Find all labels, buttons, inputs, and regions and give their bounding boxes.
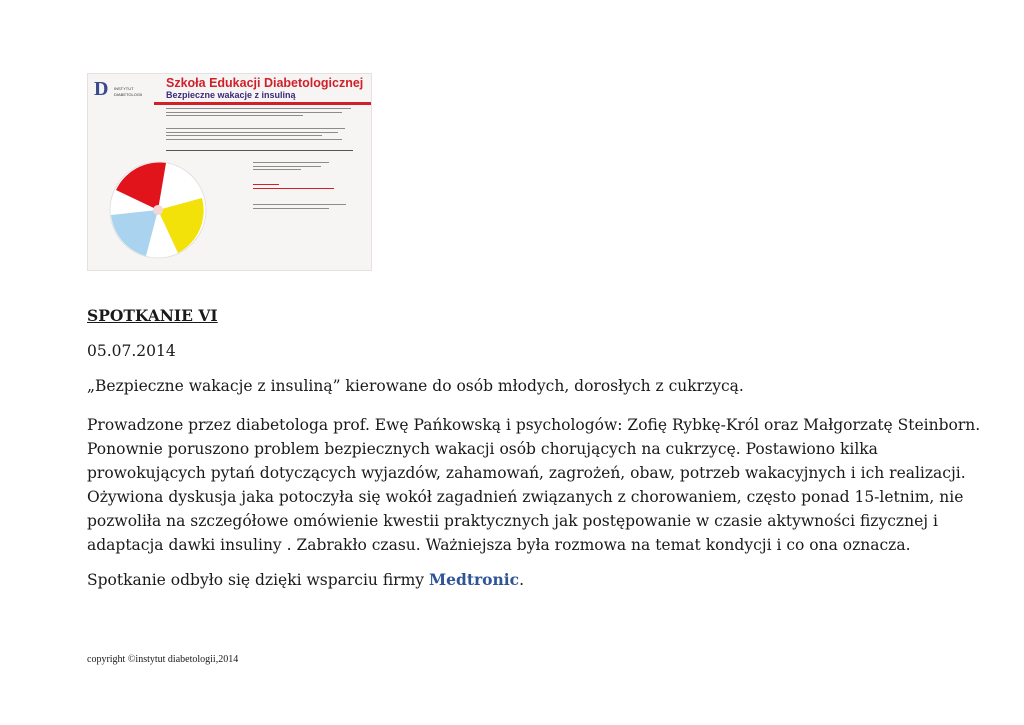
- description-line: adaptacja dawki insuliny . Zabrakło czasu. Ważniejsza była rozmowa na temat kondycji i co ona oznacza.: [87, 536, 911, 554]
- beach-ball-illustration: [108, 160, 208, 260]
- description-line: Prowadzone przez diabetologa prof. Ewę Pańkowską i psychologów: Zofię Rybkę-Król oraz Małgorzatę Steinborn.: [87, 416, 981, 434]
- description-line: Ożywiona dyskusja jaka potoczyła się wokół zagadnień związanych z chorowaniem, często ponad 15-letnim, nie: [87, 488, 964, 506]
- description-line: Ponownie poruszono problem bezpiecznych wakacji osób chorujących na cukrzycę. Postawiono kilka: [87, 440, 878, 458]
- poster-contact-block: [253, 204, 348, 211]
- poster-title: Szkoła Edukacji Diabetologicznej: [166, 76, 364, 90]
- meeting-topic: „Bezpieczne wakacje z insuliną” kierowane do osób młodych, dorosłych z cukrzycą.: [87, 377, 744, 395]
- sponsor-prefix: Spotkanie odbyło się dzięki wsparciu firmy: [87, 571, 429, 589]
- description-line: pozwoliła na szczegółowe omówienie kwestii praktycznych jak postępowanie w czasie aktywności fizycznej i: [87, 512, 938, 530]
- meeting-description: [87, 413, 981, 557]
- poster-text-block-3: [166, 150, 361, 154]
- poster-text-block-2: [166, 128, 361, 142]
- poster-place-block: [253, 184, 338, 191]
- meeting-date: 05.07.2014: [87, 342, 176, 360]
- poster-subtitle: Bezpieczne wakacje z insuliną: [166, 90, 296, 100]
- institute-logo: [94, 78, 149, 100]
- sponsor-note: [87, 570, 524, 589]
- poster-accent-band: [154, 102, 371, 105]
- sponsor-suffix: .: [519, 571, 525, 589]
- logo-line-1: INSTYTUT: [114, 86, 134, 91]
- poster-date-block: [253, 162, 333, 173]
- description-line: prowokujących pytań dotyczących wyjazdów, zahamowań, zagrożeń, obaw, potrzeb wakacyjnych i ich realizacji.: [87, 464, 966, 482]
- meeting-heading: SPOTKANIE VI: [87, 306, 218, 325]
- logo-mark: D: [94, 78, 109, 100]
- event-poster-image: [87, 73, 372, 271]
- poster-text-block-1: [166, 108, 361, 119]
- sponsor-company: Medtronic: [428, 570, 520, 589]
- logo-line-2: DIABETOLOGII: [114, 92, 143, 97]
- copyright-notice: copyright ©instytut diabetologii,2014: [87, 654, 239, 665]
